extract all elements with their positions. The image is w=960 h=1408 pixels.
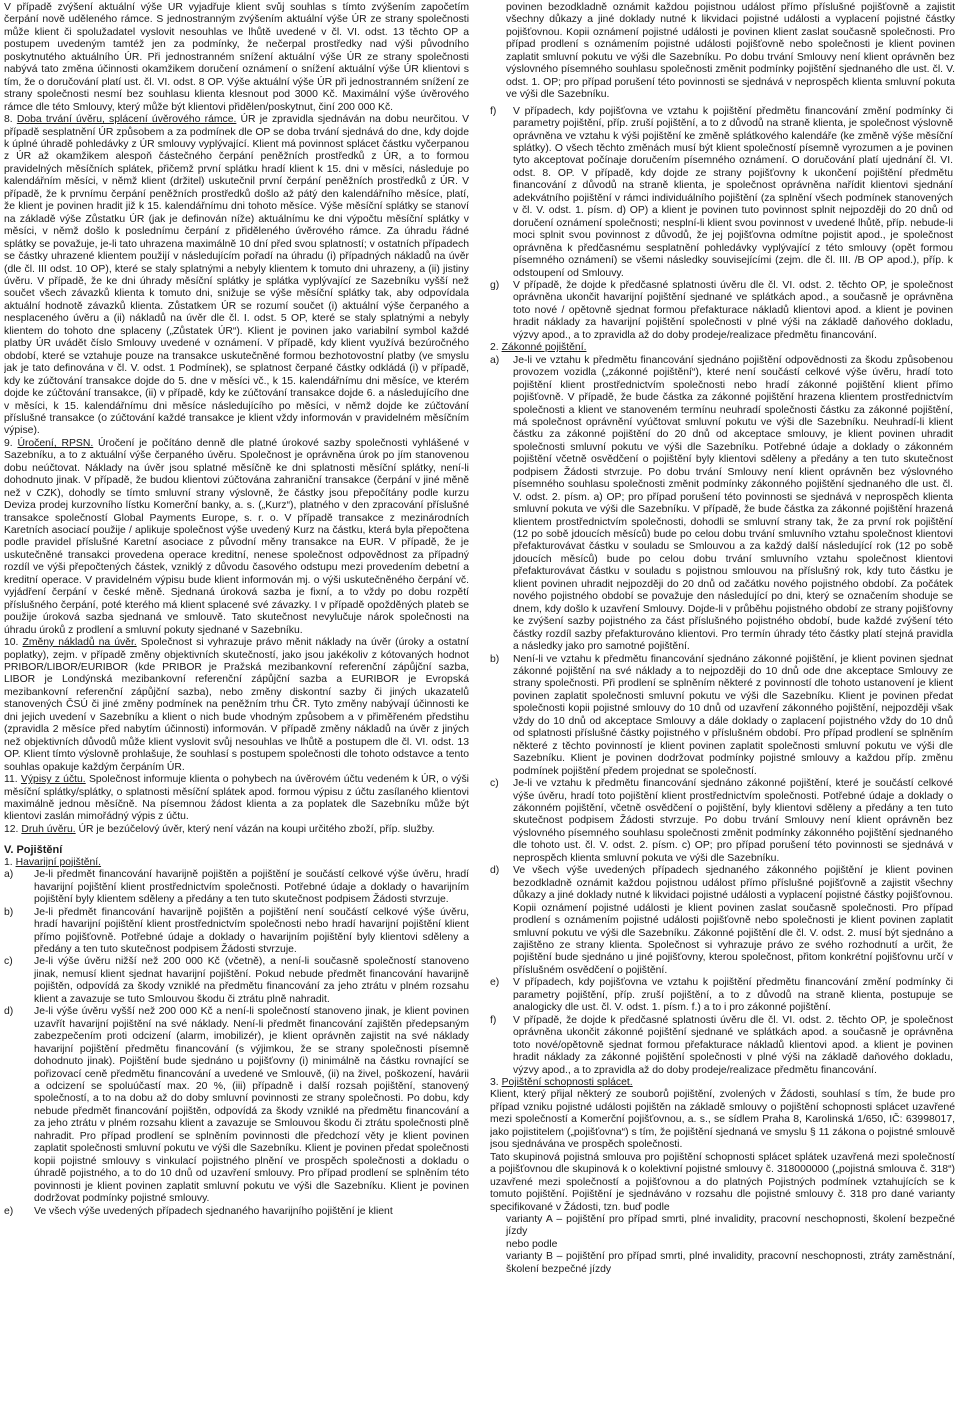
list-item-label: e)	[4, 1205, 14, 1217]
section-9-number: 9.	[4, 437, 13, 449]
section-11-number: 11.	[4, 774, 18, 786]
list-item-text: V případě, že dojde k předčasné splatnosti úvěru dle čl. VI. odst. 2. těchto OP, je společnost oprávněna ukončit havarijní pojištění sjednané ve splátkách apod., a současně je oprávněna toto nové / opětovně sjednat formou přefakturace nákladů klientovi apod. a klient je povinen hradit náklady za havarijní pojištění společnosti v plné výši na základě daňového dokladu, výzvy apod., a to zpravidla až do doby prodeje/realizace předmětu financování.	[513, 279, 953, 341]
section-12-paragraph	[4, 824, 469, 836]
section-11-text: Společnost informuje klienta o pohybech na úvěrovém účtu vedeném k ÚR, o výši měsíční splátky/splátky, o splatnosti měsíční splátek apod. formou výpisu z účtu zasílaného klientovi maximálně jednou měsíčně. Na písemnou žádost klienta a za poplatek dle Sazebníku může být klientovi zaslán mimořádný výpis z účtu.	[4, 774, 469, 823]
subsection-3-number: 3.	[490, 1076, 499, 1088]
variant-a: varianty A – pojištění pro případ smrti, plné invalidity, pracovní neschopnosti, školení bezpečné jízdy	[506, 1213, 955, 1238]
list-item	[4, 1006, 469, 1205]
list-item	[490, 865, 955, 977]
list-item-label: b)	[490, 653, 500, 665]
list-item	[490, 280, 955, 342]
section-12-text: ÚR je bezúčelový úvěr, který není vázán na koupi určitého zboží, příp. služby.	[78, 823, 435, 835]
list-item	[4, 956, 469, 1006]
subsection-3-heading	[490, 1077, 955, 1089]
list-item-text: Je-li výše úvěru nižší než 200 000 Kč (včetně), a není-li současně společností stanoveno jinak, nemusí klient sjednat havarijní pojištění. Pokud nebude předmět financování havarijně pojištěn, odpovídá za škody vzniklé na předmětu financování za jeho ztrátu v plném rozsahu klient a zavazuje se tuto Smlouvou škodu či ztrátu plně nahradit.	[34, 956, 469, 1005]
list-item	[4, 869, 469, 906]
list-item-text: Je-li ve vztahu k předmětu financování sjednáno pojištění odpovědnosti za škodu způsobenou provozem vozidla („zákonné pojištění“), které není součástí celkové výše úvěru, hradí toto pojištění klient prostřednictvím společnosti nebo hradí zákonné pojištění klient přímo pojišťovně. V případě, že bude částka za zákonné pojištění hrazena klientem prostřednictvím společnosti a klient ve stanoveném termínu neuhradí společnosti částku za zákonné pojištění, má společnost oprávnění vyúčtovat smluvní pokutu ve výši dle Sazebníku. Neuhradí-li klient částku za zákonné pojištění do 20 dnů od akceptace smlouvy, je klient povinen uhradit společnosti smluvní pokutu ve výši dle Sazebníku. Potřebné údaje a doklady o zákonném pojištění včetně osvědčení o pojištění byly klientovi sděleny a předány a ten tuto skutečnost podpisem Žádosti stvrzuje. Po dobu trvání Smlouvy není klient oprávněn bez výslovného písemného souhlasu společnosti změnit podmínky zákonného pojištění sjednaného dle ust. čl. V. odst. 2. písm. a) OP; pro případ porušení této povinnosti se sjednává v neprospěch klienta smluvní pokuta ve výši dle Sazebníku. V případě, že bude částka za zákonné pojištění hrazená klientem prostřednictvím společnosti, dohodli se smluvní strany tak, že za první rok pojištění (12 po sobě jdoucích měsíců) bude po celou dobu trvání smluvního vztahu společnost klientovi přefakturovávat částku v souladu se Smlouvou a za každý další následující rok (12 po sobě jdoucích měsíců) bude po celou dobu trvání smluvního vztahu společnost klientovi přefakturovávat částku v souladu s pojistnou smlouvou na příslušný rok, kdy tuto částku je klient povinen uhradit nejpozději do 20 dnů od začátku nového pojistného období. Za počátek nového pojistného období se považuje den následující po dni, který se označením shoduje se dnem, kdy došlo k uzavření Smlouvy. Dojde-li v průběhu pojistného období ze strany pojišťovny ke zvýšení sazby pojistného za část příslušného pojistného období, bude každé zvýšení této částky rozdíl sazby přefakturováno klientovi. Pro termín úhrady této částky platí stejná pravidla a následky jako pro samotné pojištění.	[513, 354, 953, 653]
list-item-text: Ve všech výše uvedených případech sjednaného havarijního pojištění je klient	[34, 1205, 393, 1217]
list-item-text: V případě, že dojde k předčasné splatnosti úvěru dle čl. VI. odst. 2. těchto OP, je společnost oprávněna ukončit zákonné pojištění sjednané ve splátkách apod. a současně je oprávněna toto nové/opětovně sjednat formou přefakturace nákladů klientovi apod. a klient je povinen hradit náklady za zákonné pojištění společnosti v plné výši na základě daňového dokladu, výzvy apod., a to zpravidla až do doby prodeje/realizace předmětu financování.	[513, 1014, 953, 1076]
list-item	[490, 778, 955, 865]
variant-or: nebo podle	[506, 1238, 558, 1250]
section-8-text: ÚR je zpravidla sjednáván na dobu neurčitou. V případě sesplatnění ÚR způsobem a za podmínek dle OP se doba trvání sjednává do dne, kdy dojde k úplné úhradě pohledávky z ÚR smlouvy vyplývající. Klient má povinnost splácet částku vyčerpanou z ÚR až okamžikem alespoň částečného čerpání peněžních prostředků z ÚR, a to formou pravidelných měsíčních splátek, přičemž první splátku hradí klient k 15. dni v měsíci, následuje po kalendářním měsíci, v němž klient (držitel) uskutečnil první čerpání peněžních prostředků z ÚR. V případě, že k prvnímu čerpání peněžních prostředků došlo až pátý den kalendářního měsíce, platí, že klient je povinen hradit již k 15. kalendářnímu dni tohoto měsíce. Výše měsíční splátky se stanoví na základě výše Zůstatku ÚR (jak je definován níže) aktuálnímu ke dni výpočtu měsíční splátky v měsíci, v němž došlo k poslednímu čerpání z přiděleného úvěrového rámce. Za úhradu řádné splátky se považuje, je-li tato uhrazena maximálně 10 dní před svou splatností; v ostatních případech se částky uhrazené klientem použijí v následujícím pořadí na úhradu (i) případných nákladů na úvěr (dle čl. III odst. 10 OP), které se staly splatnými a nebyly klientem k tomuto dni uhrazeny, a (ii) jistiny úvěru. V případě, že ke dni úhrady měsíční splátky je splátka vyplývající ze Sazebníku vyšší než součet všech závazků klienta k tomuto dni, snižuje se výše měsíční splátky tak, aby odpovídala aktuální hodnotě závazků klienta. Zůstatkem ÚR se rozumí součet (i) aktuální výše čerpaného a nesplaceného úvěru a (ii) nákladů na úvěr dle čl. I. odst. 5 OP, které se staly splatnými a nebyly klientem do tohoto dne splaceny („Zůstatek ÚR“). Klient je povinen jako variabilní symbol každé platby ÚR uvádět číslo Smlouvy uvedené v oznámení. V případě, kdy klient využívá bezúročného období, které se vztahuje pouze na transakce uskutečněné formou bezhotovostní platby (ve smyslu jak je tato definována v čl. V. odst. 1 Podmínek), se splatnost čerpané částky odkládá (i) v případě, kdy ke zúčtování transakce dojde do 5. dne v měsíci vč., k 15. kalendářnímu dni měsíce, ve kterém dojde ke zúčtování transakce, (ii) v případě, kdy ke zúčtování transakce dojde 6. a následujícího dne v měsíci, k 15. kalendářnímu dni měsíce následujícího po měsíci, v němž dojde ke zúčtování příslušné transakce (o zúčtování každé transakce je klient vždy informován v pravidelném měsíčním výpise).	[4, 114, 469, 437]
list-item-text: Je-li předmět financování havarijně pojištěn a pojištění je součástí celkové výše úvěru, hradí havarijní pojištění klient prostřednictvím společnosti. Potřebné údaje a doklady o havarijním pojištění byly klientem sděleny a předány a ten tuto skutečnost podpisem Žádosti stvrzuje.	[34, 869, 469, 906]
section-8-paragraph	[4, 114, 469, 438]
rate-change-paragraph: V případě zvýšení aktuální výše ÚR vyjadřuje klient svůj souhlas s tímto zvýšením započetím čerpání nově uděleného rámce. S jednostranným zvýšením aktuální výše ÚR ze strany společnosti může klient či spolužadatel vyslovit nesouhlas ve lhůtě uvedené v čl. VI. odst. 13 těchto OP a postupem uvedeným tamtéž jen za podmínky, že nečerpal prostředky nad výši původního poskytnutého aktuálního ÚR. Při jednostranném snížení aktuální výše ÚR ze strany společnosti nabývá tato změna účinnosti okamžikem doručení oznámení o snížení aktuální výše ÚR klientovi s tím, že o doručování platí ust. čl. VI. odst. 8 OP. Výše aktuální výše ÚR při jednostranném snížení ze strany společnosti nesmí bez souhlasu klienta klesnout pod 3000 Kč. Maximální výše úvěrového rámce dle této Smlouvy, který může být klientovi přidělen/poskytnut, činí 200 000 Kč.	[4, 2, 469, 113]
list-item	[490, 355, 955, 654]
list-item	[4, 1206, 469, 1218]
list-item	[490, 654, 955, 779]
section-v-heading: V. Pojištění	[4, 844, 63, 857]
section-8-number: 8.	[4, 114, 13, 126]
list-item-text: Ve všech výše uvedených případech sjednaného zákonného pojištění je klient povinen bezodkladně oznámit každou pojistnou událost přímo příslušné pojišťovně a zajistit všechny důkazy a jiné doklady nutné k likvidaci pojistné události a vyplacení pojistné částky pojišťovnou. Kopii oznámení pojistné události je klient povinen zaslat současně společnosti. Pro případ prodlení s oznámením pojistné události pojišťovně nebo společnosti je klient povinen zaplatit smluvní pokutu ve výši dle Sazebníku. Zákonné pojištění dle čl. V. odst. 2. musí být sjednáno a zajištěno ze strany klienta. Společnost si vyhrazuje právo ze svého rozhodnutí a určit, že pojištění bude sjednáno u jiné pojišťovny, kterou společnost, přitom konkrétní pojišťovnu určí v příslušném osvědčení o pojištění.	[513, 865, 953, 976]
right-column	[490, 2, 955, 1404]
list-item-label: a)	[490, 354, 500, 366]
subsection-2-title: Zákonné pojištění.	[501, 342, 587, 354]
section-9-paragraph	[4, 438, 469, 637]
section-10-text: Společnost si vyhrazuje právo měnit náklady na úvěr (úroky a ostatní poplatky), zejm. v případě změny objektivních skutečností, jako jsou jakékoliv z kótovaných hodnot PRIBOR/LIBOR/EURIBOR (kde PRIBOR je Pražská mezibankovní referenční zápůjční sazba, LIBOR je Londýnská mezibankovní referenční zápůjční sazba a EURIBOR je Evropská mezibankovní referenční zápůjční sazba), nebo změny diskontní sazby či jiných ukazatelů stanovených ČSÚ či jiné změny podmínek na peněžním trhu ČR. Tyto změny nabývají účinnosti ke dni jejich uvedení v Sazebníku a klient o nich bude vhodným způsobem a v přiměřeném předstihu (zpravidla 2 měsíce před nabytím účinnosti) informován. V případě změny nákladů na úvěr z jiných než objektivních důvodů může klient vyslovit svůj nesouhlas ve lhůtě a postupem dle čl. VI. odst. 13 OP. Klient tímto výslovně prohlašuje, že souhlasí s postupem společnosti dle tohoto odstavce a tento souhlas opakuje každým čerpáním ÚR.	[4, 637, 469, 773]
section-11-title: Výpisy z účtu.	[20, 774, 86, 786]
section-11-paragraph	[4, 774, 469, 824]
list-item-text: V případech, kdy pojišťovna ve vztahu k pojištění předmětu financování změní podmínky či parametry pojištění, příp. zruší pojištění, a to z důvodů na straně klienta, postupuje se analogicky dle ust. čl. V. odst. 1. písm. f.) a to i pro zákonné pojištění.	[513, 977, 953, 1014]
section-9-title: Úročení, RPSN.	[17, 437, 94, 449]
list-item-text: V případech, kdy pojišťovna ve vztahu k pojištění předmětu financování změní podmínky či parametry pojištění, příp. zruší pojištění, a to z důvodů na straně klienta, je společnost výslovně oprávněna ve vztahu k výši pojištění ke změně splátkového kalendáře (ke změně výše měsíční splátky). O všech těchto změnách musí být klient společností písemně vyrozumen a je povinen tyto akceptovat počínaje doručením písemného oznámení. O doručování platí ujednání čl. VI. odst. 8. OP. V případě, kdy dojde ze strany pojišťovny k ukončení pojištění předmětu financování z důvodů na straně klienta, je společnost oprávněna nařídit klientovi sjednání adekvátního pojištění v rámci individuálního pojištění (za splnění všech podmínek stanovených v čl. V. odst. 1. písm. d) OP) a klient je povinen tuto povinnost splnit nejpozději do 20 dnů od doručení oznámení společnosti; nesplní-li klient svou povinnost v uvedené lhůtě, příp. nebude-li moci splnit svou povinnost z důvodů, že jej pojišťovna odmítne pojistit apod., je společnost oprávněna k předčasnému sesplatnění pohledávky vyplývající z této smlouvy (opět formou písemného oznámení) se všemi následky souvisejícími (zejm. dle čl. III. /B OP apod.), příp. k odstoupení od Smlouvy.	[513, 105, 953, 279]
section-10-paragraph	[4, 637, 469, 774]
section-12-title: Druh úvěru.	[21, 823, 76, 835]
section-9-text: Úročení je počítáno denně dle platné úrokové sazby společnosti vyhlášené v Sazebníku, a to z aktuální výše čerpaného úvěru. Společnost je oprávněna úrok po jím stanovenou dobu neúčtovat. Náklady na úvěr jsou splatné měsíčně ke dni splatnosti měsíční splátky, není-li dohodnuto jinak. V případě, že budou klientovi zúčtována zahraniční transakce (čerpání v jiné měně než v CZK), dohodly se tímto smluvní strany výslovně, že částky jsou přepočítány podle kurzu Deviza prodej kurzovního lístku Komerční banky, a. s. („Kurz“), platného v den zpracování příslušné transakce společností Global Payments Europe, s. r. o. V případě transakce z mezinárodních Karetních asociací použije / aplikuje společnost výše uvedený Kurz na částku, která byla přepočtena podle pravidel příslušné Karetní asociace z původní měny transakce na EUR. V případě, že je uskutečněné transakci provedena operace kreditní, nenese společnost odpovědnost za případný rozdíl ve výši přepočtených částek, vzniklý z důvodu časového odstupu mezi provedením debetní a kreditní operace. V pravidelném výpisu bude klient informován mj. o výši uskutečněného čerpání vč. vyjádření čerpání v české měně. Sjednaná úroková sazba je fixní, a to vždy po dobu rozpětí příslušného čerpání, poté kterého má klient splacené své závazky. I v případě opožděných plateb se použije úroková sazba sjednaná ve smlouvě. Tato skutečnost nevylučuje nárok společnosti na úhradu úroků z prodlení a smluvní pokuty sjednané v Sazebníku.	[4, 437, 469, 636]
list-item-text: Je-li předmět financování havarijně pojištěn a pojištění není součástí celkové výše úvěru, hradí havarijní pojištění klient prostřednictvím společnosti nebo hradí havarijní pojištění klient přímo pojišťovně. Potřebné údaje a doklady o havarijním pojištění byly klientovi sděleny a předány a ten tuto skutečnost podpisem Žádosti stvrzuje.	[34, 906, 469, 955]
subsection-2-heading	[490, 342, 955, 354]
list-item-label: g)	[490, 279, 500, 291]
subsection-3-title: Pojištění schopnosti splácet.	[501, 1076, 633, 1088]
list-item-label: a)	[4, 869, 14, 881]
continuation-paragraph: povinen bezodkladně oznámit každou pojistnou událost přímo příslušné pojišťovně a zajistit všechny důkazy a jiné doklady nutné k likvidaci pojistné události a vyplacení pojistné částky pojišťovnou. Kopii oznámení pojistné události je povinen klient zaslat současně společnosti. Pro případ prodlení s oznámením pojistné události pojišťovně nebo společnosti je klient povinen zaplatit smluvní pokutu ve výši dle Sazebníku. Po dobu trvání Smlouvy není klient oprávněn bez výslovného písemného souhlasu společnosti změnit podmínky pojištění sjednaného dle ust. čl. V. odst. 1. OP; pro případ porušení této povinnosti se sjednává v neprospěch klienta smluvní pokuta ve výši dle Sazebníku.	[506, 2, 955, 101]
list-item	[490, 106, 955, 280]
list-item	[4, 907, 469, 957]
insurance-contract-paragraph: Tato skupinová pojistná smlouva pro pojištění schopnosti splácet splátek uzavřená mezi společností a pojišťovnou dle skupinová k o kolektivní pojistné smlouvy č. 318000000 („pojistná smlouva č. 318“) uzavřené mezi společností a pojišťovnou a do platných Pojistných podmínek vztahujících se k tomuto pojištění. Pojištění je sjednáváno v rozsahu dle pojistné smlouvy č. 318 pro dané varianty specifikované v Žádosti, tzn. buď podle	[490, 1151, 955, 1213]
list-item-label: c)	[490, 778, 499, 790]
list-item-text: Není-li ve vztahu k předmětu financování sjednáno zákonné pojištění, je klient povinen sjednat zákonné pojištění na své náklady a to nejpozději do 10 dnů ode dne akceptace Smlouvy ze strany společnosti. Při prodlení se splněním některé z povinností dle tohoto ustanovení je klient povinen zaplatit společnosti smluvní pokutu ve výši dle Sazebníku. Klient je povinen předat společnosti kopii pojistné smlouvy do 10 dnů od uzavření zákonného pojištění, nejpozději však vždy do 10 dnů od akceptace Smlouvy a dále doklady o zaplacení pojistného vždy do 10 dnů od splatnosti příslušné částky pojistného v příslušném období. Pro případ prodlení se splněním některé z těchto povinností je klient povinen zaplatit společnosti smluvní pokutu ve výši dle Sazebníku. Klient je povinen dodržovat podmínky pojistné smlouvy a každou příp. změnu podmínek pojištění předem projednat se společností.	[513, 653, 953, 777]
list-item	[490, 1015, 955, 1077]
left-column	[4, 2, 469, 1404]
section-10-title: Změny nákladů na úvěr.	[22, 637, 137, 649]
list-item-label: d)	[490, 865, 500, 877]
section-10-number: 10.	[4, 637, 19, 649]
list-item-label: c)	[4, 956, 13, 968]
list-item-text: Je-li výše úvěru vyšší než 200 000 Kč a není-li společností stanoveno jinak, je klient povinen uzavřít havarijní pojištění na své náklady. Není-li předmět financování zajištěn předepsaným zabezpečením proti odcizení (alarm, imobilizér), je klient oprávněn zajistit na své náklady havarijní pojištění předmětu financování (s výjimkou, že se strany společnosti písemně dohodnuto jinak). Pojištění bude sjednáno u pojišťovny (i) minimálně na částku rovnající se pořizovací ceně předmětu financování a uvedené ve Smlouvě, (ii) na živel, poškození, havárii a odcizení se spoluúčastí max. 20 %, (iii) případně i další rozsah pojištění, stanovený společností, a to na dobu až do doby smluvní povinnosti ze strany společnosti. Po dobu, kdy nebude předmět financování pojištěn, odpovídá za škody vzniklé na předmětu financování a za jeho ztrátu v plném rozsahu klient a zavazuje se Smlouvou škodu či ztrátu společnosti plně nahradit. Pro případ prodlení se splněním povinnosti dle předchozí věty je klient povinen zaplatit společnosti smluvní pokutu ve výši dle Sazebníku. Klient je povinen předat společnosti kopii pojistné smlouvy s vinkulací pojistného plnění ve prospěch společnosti a dokladu o úhradě pojistného, a to do 10 dnů od uzavření smlouvy. Pro případ prodlení se splněním této povinnosti je klient povinen zaplatit smluvní pokutu ve výši dle Sazebníku. Klient je povinen dodržovat podmínky pojistné smlouvy.	[34, 1006, 469, 1205]
section-8-title: Doba trvání úvěru, splácení úvěrového rámce.	[16, 114, 237, 126]
subsection-1-number: 1.	[4, 856, 13, 868]
list-item-label: f)	[490, 105, 497, 117]
subsection-1-heading	[4, 857, 469, 869]
section-12-number: 12.	[4, 823, 19, 835]
subsection-2-number: 2.	[490, 342, 499, 354]
list-item-label: e)	[490, 977, 500, 989]
list-item-label: f)	[490, 1014, 497, 1026]
list-item	[490, 977, 955, 1014]
list-item-label: b)	[4, 906, 14, 918]
list-item-text: Je-li ve vztahu k předmětu financování sjednáno zákonné pojištění, které je součástí celkové výše úvěru, hradí toto pojištění klient prostřednictvím společnosti. Potřebné údaje a doklady o zákonném pojištění, včetně osvědčení o pojištění, byly klientovi sděleny a předány a ten tuto skutečnost podpisem Žádosti stvrzuje. Po dobu trvání Smlouvy není klient oprávněn bez výslovného písemného souhlasu společnosti změnit podmínky zákonného pojištění sjednaného dle tohoto ust. čl. V. odst. 2. písm. c) OP; pro případ porušení této povinnosti se sjednává v neprospěch klienta smluvní pokuta ve výši dle Sazebníku.	[513, 778, 953, 864]
insurance-consent-paragraph: Klient, který přijal některý ze souborů pojištění, zvolených v Žádosti, souhlasí s tím, že bude pro případ vzniku pojistné události pojištěn na základě smlouvy o pojištění schopnosti splácet uzavřené mezi společností a Komerční pojišťovnou, a. s., se sídlem Praha 8, Karolinská 1/650, IČ: 63998017, jako pojistitelem („pojišťovna“) s tím, že pojištění sjednaná ve smyslu § 11 zákona o pojistné smlouvě jsou sjednávána ve prospěch společnosti.	[490, 1089, 955, 1151]
subsection-1-title: Havarijní pojištění.	[15, 856, 102, 868]
list-item-label: d)	[4, 1006, 14, 1018]
variant-b: varianty B – pojištění pro případ smrti, plné invalidity, pracovní neschopnosti, ztráty zaměstnání, školení bezpečné jízdy	[506, 1251, 955, 1275]
